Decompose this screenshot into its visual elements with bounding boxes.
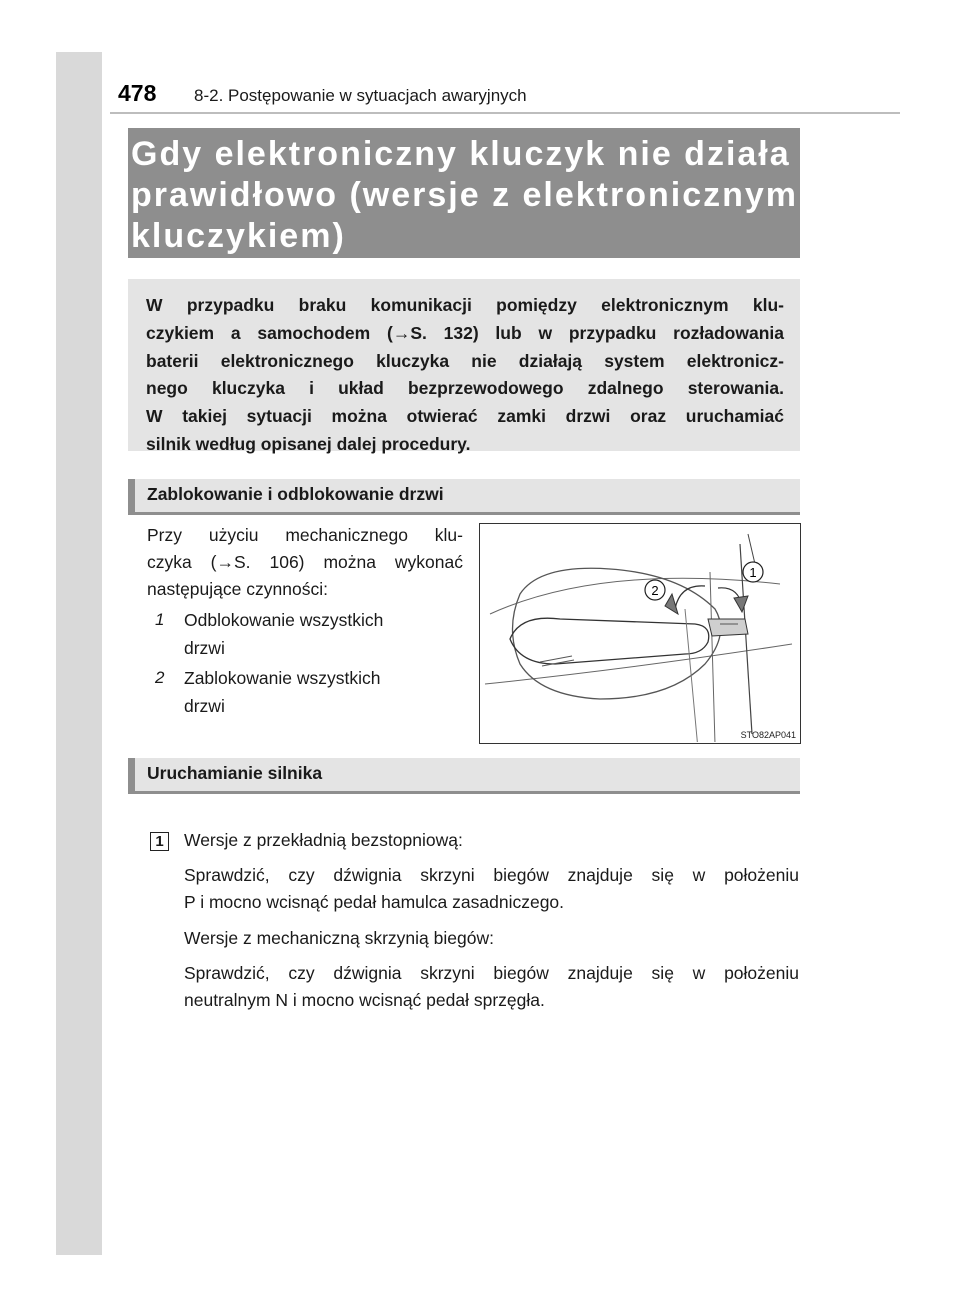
- item-lock-line: Zablokowanie wszystkich: [184, 668, 381, 688]
- intro-line: czykiem a samochodem (→S. 132) lub w przypadku rozładowania: [146, 322, 784, 343]
- figure-code: STO82AP041: [740, 730, 796, 740]
- manual-instruction-line: Sprawdzić, czy dźwignia skrzyni biegów znajduje się w położeniu: [184, 963, 799, 983]
- intro-line: nego kluczyka i układ bezprzewodowego zdalnego sterowania.: [146, 378, 784, 399]
- callout-1-label: 1: [749, 565, 757, 580]
- callout-2-label: 2: [651, 583, 659, 598]
- intro-line: W takiej sytuacji można otwierać zamki drzwi oraz uruchamiać: [146, 406, 784, 427]
- title-line: Gdy elektroniczny kluczyk nie działa: [131, 135, 791, 173]
- side-band: [56, 52, 102, 1255]
- door-handle-illustration: [480, 524, 799, 742]
- lock-para-line: następujące czynności:: [147, 579, 328, 599]
- page-number: 478: [118, 80, 157, 106]
- door-handle-figure: [479, 523, 801, 744]
- title-line: prawidłowo (wersje z elektronicznym: [131, 176, 799, 214]
- manual-instruction-line: neutralnym N i mocno wcisnąć pedał sprzęgła.: [184, 990, 545, 1010]
- section-title-box: [128, 128, 800, 258]
- chapter-title: 8-2. Postępowanie w sytuacjach awaryjnych: [194, 86, 527, 105]
- intro-line: W przypadku braku komunikacji pomiędzy elektronicznym klu-: [146, 295, 784, 315]
- item-unlock-line: drzwi: [184, 638, 225, 658]
- page-header: [110, 78, 900, 114]
- title-line: kluczykiem): [131, 217, 346, 255]
- item-lock-line: drzwi: [184, 696, 225, 716]
- intro-line: silnik według opisanej dalej procedury.: [146, 433, 471, 454]
- lock-para-line: Przy użyciu mechanicznego klu-: [147, 525, 463, 545]
- item-unlock-line: Odblokowanie wszystkich: [184, 610, 384, 630]
- step-number: 1: [150, 832, 169, 851]
- lock-para-line: czyka (→S. 106) można wykonać: [147, 552, 463, 572]
- manual-title: Wersje z mechaniczną skrzynią biegów:: [184, 928, 494, 948]
- intro-line: baterii elektronicznego kluczyka nie działają system elektronicz-: [146, 350, 784, 371]
- subheading-door-lock: Zablokowanie i odblokowanie drzwi: [128, 479, 800, 515]
- cvt-instruction-line: P i mocno wcisnąć pedał hamulca zasadniczego.: [184, 892, 565, 912]
- item-number: 2: [155, 668, 165, 687]
- subheading-engine-start: Uruchamianie silnika: [128, 758, 800, 794]
- step-title-cvt: Wersje z przekładnią bezstopniową:: [184, 830, 463, 850]
- intro-box: [128, 279, 800, 454]
- cvt-instruction-line: Sprawdzić, czy dźwignia skrzyni biegów znajduje się w położeniu: [184, 865, 799, 885]
- item-number: 1: [155, 610, 165, 629]
